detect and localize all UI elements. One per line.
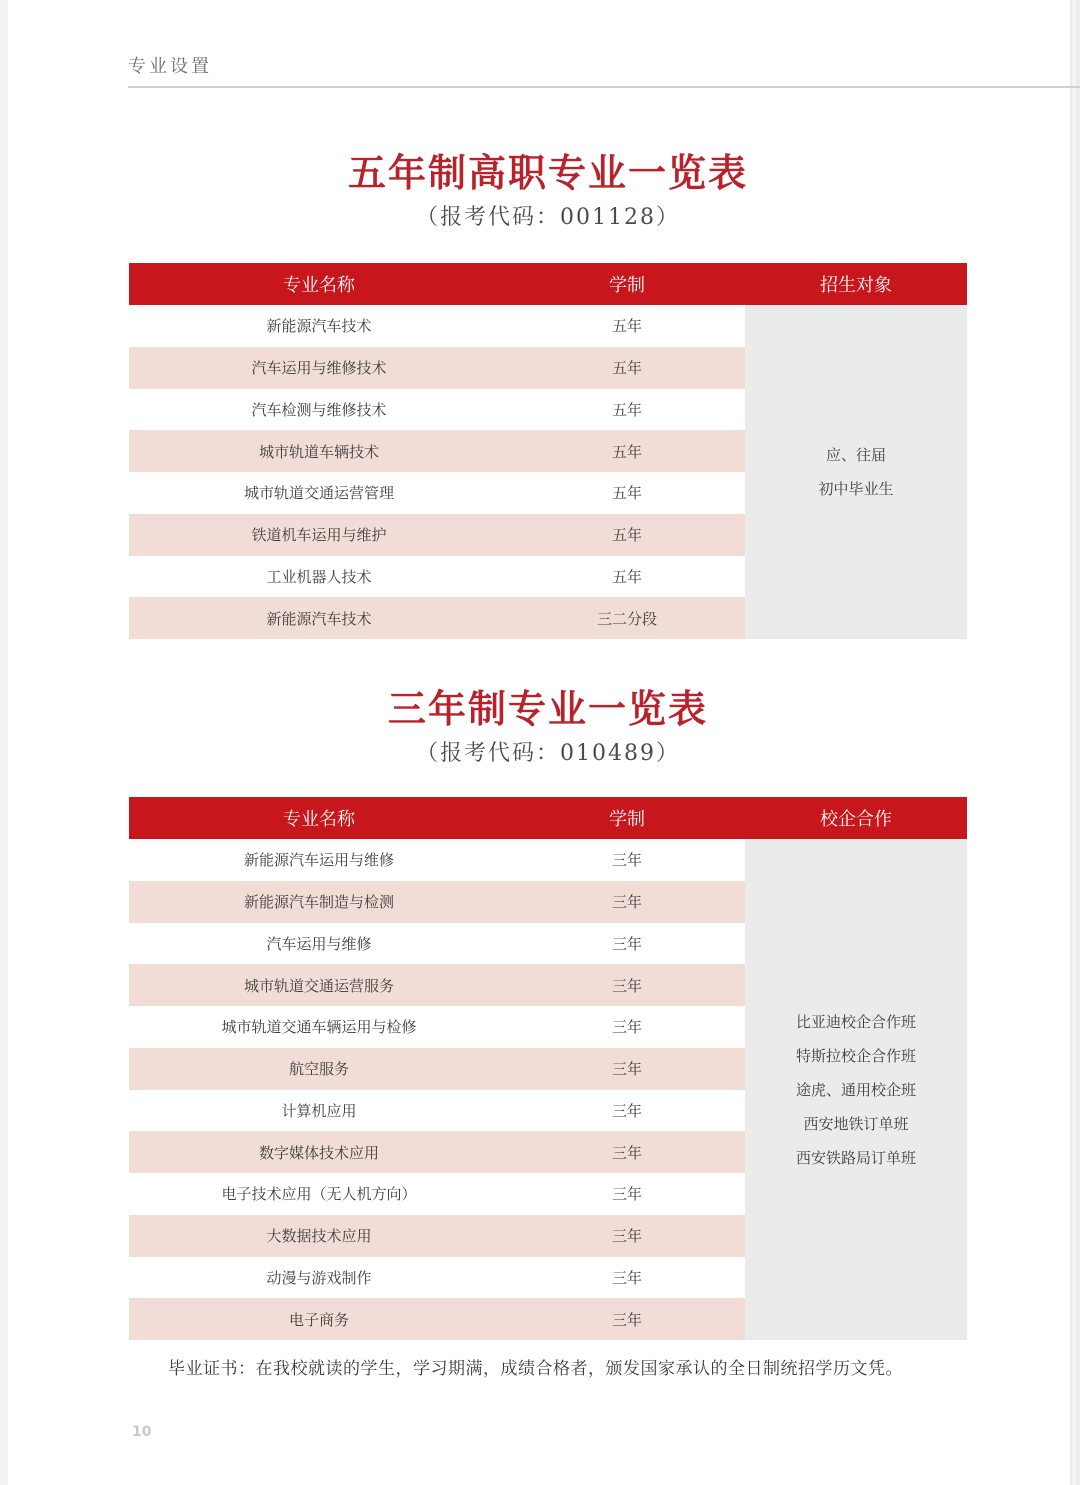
major-name-cell: 电子技术应用（无人机方向） bbox=[221, 1185, 417, 1204]
duration-cell: 三年 bbox=[611, 976, 642, 995]
table1-rows bbox=[129, 305, 745, 639]
side-text-line: 特斯拉校企合作班 bbox=[795, 1046, 916, 1065]
section-header bbox=[128, 52, 1080, 88]
duration-cell: 三年 bbox=[611, 1143, 642, 1162]
column-header-major: 专业名称 bbox=[283, 275, 355, 296]
duration-cell: 三年 bbox=[611, 1101, 642, 1120]
table-row bbox=[129, 347, 745, 389]
table1-header bbox=[129, 263, 967, 305]
major-name-cell: 动漫与游戏制作 bbox=[266, 1268, 372, 1287]
side-text-line: 初中毕业生 bbox=[818, 480, 894, 498]
table-row bbox=[129, 430, 745, 472]
duration-cell: 五年 bbox=[611, 526, 642, 545]
major-name-cell: 工业机器人技术 bbox=[266, 567, 372, 586]
table-row bbox=[129, 964, 745, 1006]
table-row bbox=[129, 1048, 745, 1090]
column-header-cooperation: 校企合作 bbox=[820, 809, 892, 830]
duration-cell: 五年 bbox=[611, 400, 642, 419]
duration-cell: 三年 bbox=[611, 851, 642, 870]
table1-code: （报考代码：001128） bbox=[416, 205, 680, 230]
table2-rows bbox=[129, 839, 745, 1340]
major-name-cell: 新能源汽车技术 bbox=[266, 317, 372, 336]
table-row bbox=[129, 923, 745, 965]
major-name-cell: 新能源汽车制造与检测 bbox=[243, 893, 394, 912]
graduation-note: 毕业证书：在我校就读的学生，学习期满，成绩合格者，颁发国家承认的全日制统招学历文凭。 bbox=[168, 1359, 903, 1379]
major-name-cell: 城市轨道交通运营管理 bbox=[243, 484, 394, 503]
table2 bbox=[129, 797, 967, 1340]
table-row bbox=[129, 305, 745, 347]
table2-title: 三年制专业一览表 bbox=[387, 686, 708, 731]
major-name-cell: 新能源汽车技术 bbox=[266, 609, 372, 628]
major-name-cell: 城市轨道车辆技术 bbox=[258, 442, 379, 461]
table-row bbox=[129, 1257, 745, 1299]
side-text-line: 西安铁路局订单班 bbox=[795, 1148, 916, 1167]
table2-cooperation-cell bbox=[745, 839, 967, 1340]
duration-cell: 三年 bbox=[611, 893, 642, 912]
duration-cell: 五年 bbox=[611, 359, 642, 378]
section-title: 专业设置 bbox=[128, 56, 212, 77]
table2-body bbox=[129, 839, 967, 1340]
table-row bbox=[129, 1215, 745, 1257]
table-row bbox=[129, 1298, 745, 1340]
duration-cell: 三二分段 bbox=[596, 609, 657, 628]
major-name-cell: 汽车检测与维修技术 bbox=[251, 400, 387, 419]
duration-cell: 三年 bbox=[611, 1018, 642, 1037]
table-row bbox=[129, 1173, 745, 1215]
duration-cell: 五年 bbox=[611, 317, 642, 336]
major-name-cell: 航空服务 bbox=[288, 1060, 349, 1079]
table-row bbox=[129, 1006, 745, 1048]
side-text-line: 应、往届 bbox=[825, 446, 886, 464]
table1-body bbox=[129, 305, 967, 639]
major-name-cell: 城市轨道交通车辆运用与检修 bbox=[221, 1018, 417, 1037]
duration-cell: 三年 bbox=[611, 1310, 642, 1329]
column-header-major: 专业名称 bbox=[283, 809, 355, 830]
table-row bbox=[129, 1131, 745, 1173]
column-header-duration: 学制 bbox=[609, 275, 645, 296]
table2-header bbox=[129, 797, 967, 839]
major-name-cell: 新能源汽车运用与维修 bbox=[243, 851, 394, 870]
table-row bbox=[129, 881, 745, 923]
table1-target-cell bbox=[745, 305, 967, 639]
side-text-line: 途虎、通用校企班 bbox=[795, 1080, 916, 1099]
table-row bbox=[129, 472, 745, 514]
column-header-target: 招生对象 bbox=[820, 275, 892, 296]
major-name-cell: 汽车运用与维修 bbox=[266, 934, 372, 953]
table1-title: 五年制高职专业一览表 bbox=[347, 150, 748, 195]
side-text-line: 西安地铁订单班 bbox=[803, 1114, 909, 1133]
major-name-cell: 铁道机车运用与维护 bbox=[251, 526, 387, 545]
major-name-cell: 电子商务 bbox=[288, 1310, 349, 1329]
major-name-cell: 城市轨道交通运营服务 bbox=[243, 976, 394, 995]
side-text-line: 比亚迪校企合作班 bbox=[795, 1012, 916, 1031]
duration-cell: 五年 bbox=[611, 442, 642, 461]
duration-cell: 五年 bbox=[611, 484, 642, 503]
duration-cell: 三年 bbox=[611, 1227, 642, 1246]
table-row bbox=[129, 514, 745, 556]
page-number: 10 bbox=[132, 1424, 152, 1440]
major-name-cell: 计算机应用 bbox=[281, 1101, 357, 1120]
duration-cell: 三年 bbox=[611, 934, 642, 953]
table2-code: （报考代码：010489） bbox=[416, 741, 680, 766]
table-row bbox=[129, 597, 745, 639]
major-name-cell: 大数据技术应用 bbox=[266, 1227, 372, 1246]
major-name-cell: 数字媒体技术应用 bbox=[258, 1143, 379, 1162]
table-row bbox=[129, 556, 745, 598]
column-header-duration: 学制 bbox=[609, 809, 645, 830]
table1 bbox=[129, 263, 967, 639]
duration-cell: 三年 bbox=[611, 1268, 642, 1287]
table-row bbox=[129, 1090, 745, 1132]
brochure-page bbox=[8, 0, 1070, 1485]
table-row bbox=[129, 839, 745, 881]
duration-cell: 五年 bbox=[611, 567, 642, 586]
duration-cell: 三年 bbox=[611, 1060, 642, 1079]
duration-cell: 三年 bbox=[611, 1185, 642, 1204]
major-name-cell: 汽车运用与维修技术 bbox=[251, 359, 387, 378]
table-row bbox=[129, 389, 745, 431]
